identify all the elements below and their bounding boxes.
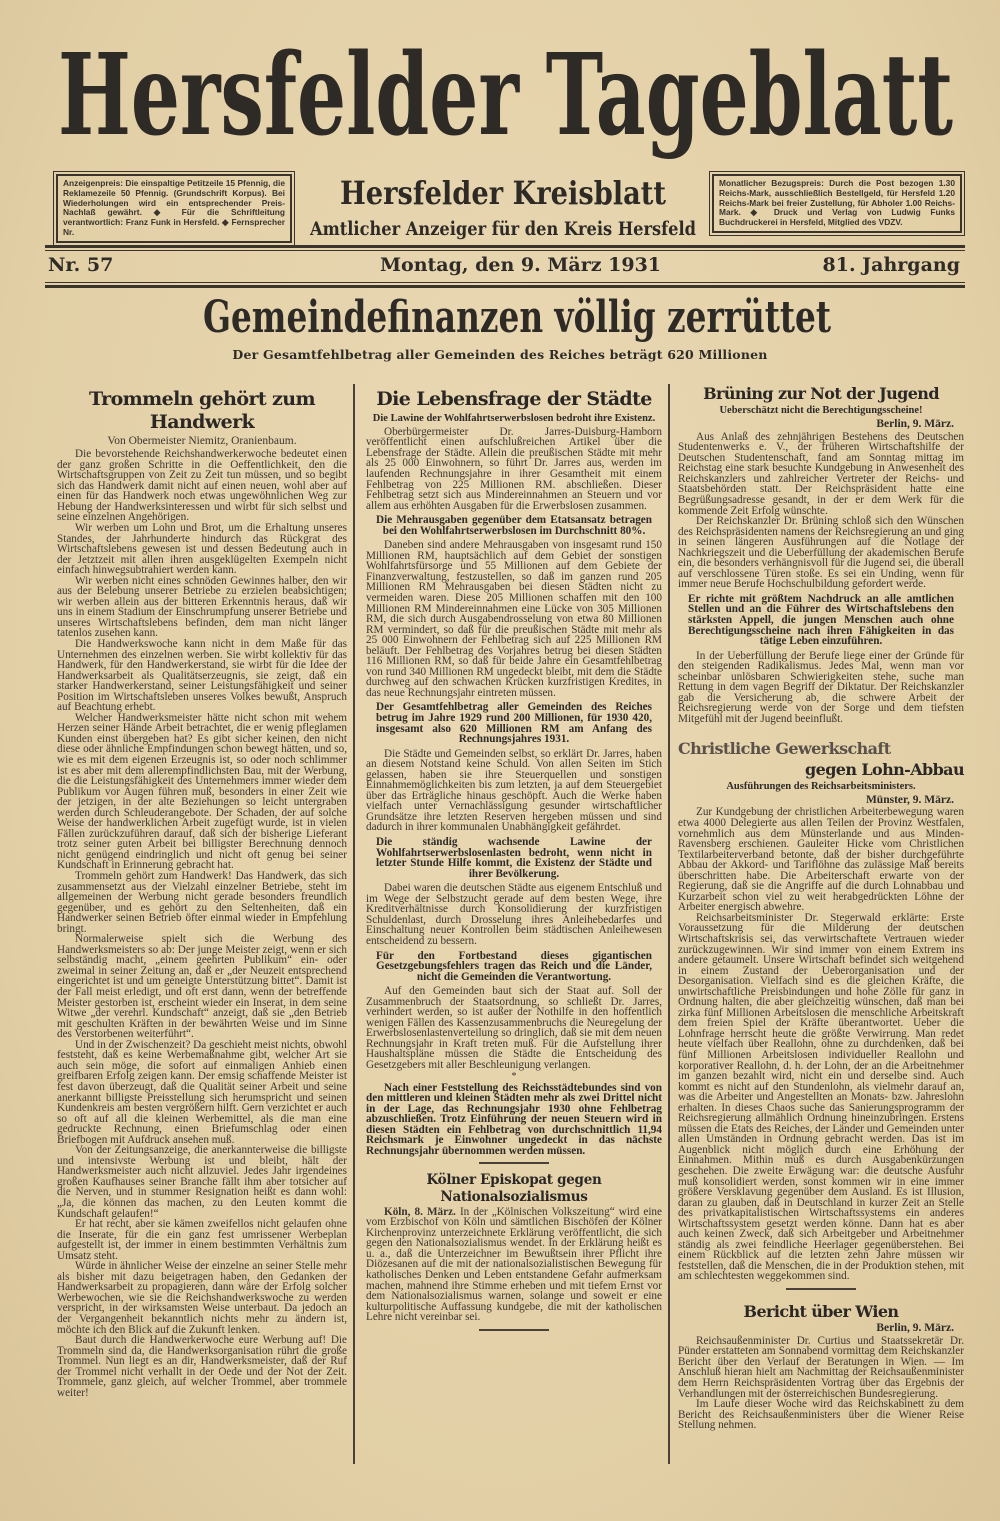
paragraph: Er richte mit größtem Nachdruck an alle amtlichen Stellen und an die Führer des Wirtschaftslebens den stärksten Appell, die jungen Menschen auch ohne Berechtigungsscheine nach ihren Fähigkeiten in das tätige Leben einzuführen. [688, 592, 954, 648]
masthead [0, 30, 1000, 164]
paragraph: Die Handwerkswoche kann nicht in dem Maße für das Unternehmen des einzelnen werben. Sie wirbt kollektiv für das Handwerk, für den Handwerkerstand, sie wirbt für die Idee der Handwerksarbeit als Qualitätserzeugnis, sie zeigt, daß ein starker Handwerkerstand, seiner Leistungsfähigkeit und seiner Position im Wirtschaftsleben unseres Volkes bewußt, Anspruch auf Beachtung erhebt. [57, 637, 347, 714]
issue-number: Nr. 57 [48, 254, 114, 276]
article-title: Bericht über Wien [743, 1302, 899, 1322]
top-rule [45, 245, 965, 248]
article-dateline: Münster, 9. März. [865, 793, 954, 806]
bottom-rule [45, 285, 965, 288]
column-divider [668, 384, 670, 1464]
paragraph: In der Ueberfüllung der Berufe liege einer der Gründe für den steigenden Radikalismus. Jedes Mal, wenn man vor scheinbar unlösbaren Schwierigkeiten stehe, suche man Rettung in dem vagen Begriff der Diktatur. Der Reichskanzler gab die Versicherung ab, die schwere Arbeit der Reichsregierung werde von der Sorge und dem tiefsten Mitgefühl mit der Jugend beeinflußt. [678, 649, 964, 725]
article-body [366, 427, 662, 1157]
subscription-box [712, 174, 962, 233]
bottom-rule-thin [45, 282, 965, 283]
top-rule-thin [45, 250, 965, 251]
paragraph: Trommeln gehört zum Handwerk! Das Handwerk, das sich zusammensetzt aus der Vielzahl einzelner Betriebe, steht im allgemeinen der Werbung nicht gerade besonders freundlich gegenüber, und es gehört zu den Seltenheiten, daß ein Handwerker seinen Betrieb öfter einmal wieder in Empfehlung bringt. [57, 870, 347, 935]
article-dateline: Köln, 8. März. [384, 1205, 456, 1218]
article-separator [786, 1288, 856, 1290]
article-byline: Von Obermeister Niemitz, Oranienbaum. [107, 434, 297, 447]
section-asterisk: * [511, 1070, 517, 1082]
paragraph: Würde in ähnlicher Weise der einzelne an seiner Stelle mehr als bisher mit dazu beigetragen haben, den Gedanken der Handwerksarbeit zu propagieren, dann wäre der Erfolg solcher Werbewochen, wie sie die Reichshandwerkswoche zu werden verspricht, in der wirksamsten Weise unterbaut. Da jedoch an der Vergangenheit bekanntlich nichts mehr zu ändern ist, möchte ich den Blick auf die Zukunft lenken. [57, 1260, 347, 1336]
paragraph: Die bevorstehende Reichshandwerkerwoche bedeutet einen der ganz großen Schritte in die Oeffentlichkeit, den die Wirtschaftsgruppen von Zeit zu Zeit tun müssen, und so begibt sich das Handwerk damit nicht auf einen neuen, wohl aber auf einen für das Handwerk noch etwas ungewöhnlichen Weg zur Hebung der Handwerksinteressen und wirbt für sich selbst und seine einzelnen Angehörigen. [57, 448, 347, 524]
paragraph: Welcher Handwerksmeister hätte nicht schon mit wehem Herzen seiner Hände Arbeit betrachtet, die er wenig pfleglamen Kunden einst übergeben hat? Es gibt sicher keinen, den nicht diese oder ähnliche Empfindungen schon bewegt hätten, und so, wie es mit dem eigenen Erzeugnis ist, so oder noch schlimmer ist es aber mit dem allerempfindlichsten Bau, mit der Werbung, die die Leistungsfähigkeit des Unternehmers immer wieder dem Publikum vor Augen führen muß, besonders in einer Zeit wie der jetzigen, in der alte Beziehungen so leicht untergraben werden durch Schleuderangebote. Der Schaden, der auf solche Weise der handwerklichen Arbeit zugefügt wurde, ist in vielen Fällen zurückzuführen darauf, daß sich der bisherige Lieferant trotz seiner guten Arbeit bei billigster Berechnung dennoch nicht genügend eindringlich und nicht oft genug bei seiner Kundschaft in Erinnerung gebracht hat. [57, 711, 347, 872]
paragraph: Reichsaußenminister Dr. Curtius und Staatssekretär Dr. Pünder erstatteten am Sonnabend vormittag dem Reichskanzler Bericht über den Verlauf der Beratungen in Wien. — Im Anschluß hieran hielt am Nachmittag der Reichsaußenminister dem Herrn Reichspräsidenten Vortrag über das Ergebnis der Verhandlungen mit der österreichischen Bundesregierung. [678, 1334, 964, 1400]
column-divider [353, 384, 355, 1464]
subheadline: Der Gesamtfehlbetrag aller Gemeinden des Reiches beträgt 620 Millionen [232, 347, 768, 362]
paragraph: Daneben sind andere Mehrausgaben von insgesamt rund 150 Millionen RM, hauptsächlich auf dem Gebiet der sonstigen Wohlfahrtsfürsorge und 55 Millionen auf dem Gebiete der Finanzverwaltung, festzustellen, so daß im ganzen rund 205 Millionen RM Mehrausgaben bei diesen Städten nicht zu vermeiden waren. Diese 205 Millionen schaffen mit den 100 Millionen RM Mindereinnahmen eine Lücke von 305 Millionen RM, die sich durch Ausgabendrosselung von etwa 80 Millionen RM vermindert, so daß für die preußischen Städte mit mehr als 25 000 Einwohnern der Fehlbetrag sich auf 225 Millionen RM beläuft. Der Fehlbetrag des Vorjahres betrug bei diesen Städten 116 Millionen RM, so daß für beide Jahre ein Gesamtfehlbetrag von rund 340 Millionen RM ungedeckt bleibt, mit dem die Städte durchweg auf den schwachen Krücken kurzfristigen Kredites, in das neue Rechnungsjahr eintreten müssen. [366, 539, 662, 699]
article-separator [479, 1162, 549, 1164]
paragraph: Der Gesamtfehlbetrag aller Gemeinden des Reiches betrug im Jahre 1929 rund 200 Millionen, für 1930 420, insgesamt also 620 Millionen RM am Anfang des Rechnungsjahres 1931. [376, 701, 652, 746]
article-body [57, 449, 347, 1398]
subscription-text: Monatlicher Bezugspreis: Durch die Post bezogen 1.30 Reichs-Mark, ausschließlich Bestellgeld, für Hersfeld 1.20 Reichs-Mark bei freier Zustellung, für Abholer 1.00 Reichs-Mark. ◆ Druck und Verlag von Ludwig Funks Buchdruckerei in Hersfeld, Mitglied des VDZV. [719, 178, 955, 228]
paragraph: Aus Anlaß des zehnjährigen Bestehens des Deutschen Studentenwerks e. V., der früheren Wirtschaftshilfe der Deutschen Studentenschaft, fand am Sonntag mittag im Reichstag eine stark besuchte Kundgebung in Anwesenheit des Reichskanzlers und zahlreicher Vertreter der Reichs- und Staatsbehörden statt. Der Reichspräsident hatte eine Begrüßungsadresse gesandt, in der er dem Werk für die kommende Zeit Erfolg wünschte. [678, 430, 964, 517]
article-dateline: Berlin, 9. März. [876, 418, 954, 431]
article-body [678, 432, 964, 725]
paragraph: Wir werben nicht eines schnöden Gewinnes halber, den wir aus der Belebung unserer Betriebe zu erzielen beabsichtigen; wir werben allein aus der bitteren Erkenntnis heraus, daß wir uns in einem Stadium der Einschrumpfung unserer Betriebe und unseres Wirtschaftslebens befinden, dem man nicht länger tatenlos zusehen kann. [57, 574, 347, 640]
kreisblatt-header [300, 172, 706, 244]
issue-line [48, 254, 960, 278]
paragraph: Von der Zeitungsanzeige, die anerkannterweise die billigste und intensivste Werbung ist und bleibt, hält der Handwerksmeister auch nicht allzuviel. Jedes Jahr irgendeines großen Kaufhauses seiner Branche fällt ihm aber totsicher auf die Nerven, und in stummer Resignation heißt es dann wohl: „Ja, die können das machen, zu den Leuten kommt die Kundschaft gelaufen!“ [57, 1144, 347, 1220]
article-title: Christliche Gewerkschaft [678, 738, 891, 758]
paragraph: Zur Kundgebung der christlichen Arbeiterbewegung waren etwa 4000 Delegierte aus allen Teilen der Provinz Westfalen, vornehmlich aus dem Münsterlande und aus Minden-Ravensberg erschienen. Gauleiter Hicke vom Christlichen Textilarbeiterverband betonte, daß der bisher durchgeführte Abbau der Akkord- und Tariflöhne das zulässige Maß bereits überschritten habe. Die Arbeiterschaft erwarte von der Regierung, daß sie die Angriffe auf die durch Lohnabbau und Kurzarbeit schon viel zu weit herabgedrückten Löhne der Arbeiter energisch abwehre. [678, 806, 964, 914]
masthead-title: Hersfelder Tageblatt [58, 30, 954, 161]
article-subtitle: Ueberschätzt nicht die Berechtigungsscheine! [719, 405, 923, 417]
paragraph: Für den Fortbestand dieses gigantischen Gesetzgebungsfehlers tragen das Reich und die Länder, nicht die Gemeinden die Verantwortung. [376, 949, 652, 983]
article-body [678, 807, 964, 1282]
paragraph: Wir werben um Lohn und Brot, um die Erhaltung unseres Standes, der Jahrhunderte hindurch das Rückgrat des Wirtschaftslebens gewesen ist und dessen Bedeutung auch in der Jetztzeit mit allen ihren ausgeklügelten Exempeln nicht einfach hinwegsubtrahiert werden kann. [57, 521, 347, 577]
paragraph: Die ständig wachsende Lawine der Wohlfahrtserwerbslosenlasten bedroht, wenn nicht in letzter Stunde Hilfe kommt, die Existenz der Städte und ihrer Bevölkerung. [376, 836, 652, 880]
paragraph: Er hat recht, aber sie kämen zweifellos nicht gelaufen ohne die Inserate, für die ein ganz fest umrissener Werbeplan aufgestellt ist, der immer in einem bestimmten Verhältnis zum Umsatz steht. [57, 1218, 347, 1262]
article-dateline: Berlin, 9. März. [876, 1322, 954, 1335]
paragraph: Nach einer Feststellung des Reichsstädtebundes sind von den mittleren und kleinen Städten mehr als zwei Drittel nicht in der Lage, das Rechnungsjahr 1930 ohne Fehlbetrag abzuschließen. Trotz Einführung der neuen Steuern wird in diesen Städten ein Fehlbetrag von durchschnittlich 11,94 Reichsmark je Einwohner ungedeckt in das nächste Rechnungsjahr übernommen werden müssen. [366, 1081, 662, 1157]
article-separator [479, 1329, 549, 1331]
paragraph: Der Reichskanzler Dr. Brüning schloß sich den Wünschen des Reichspräsidenten namens der Reichsregierung an und ging in seinen längeren Ausführungen auf die Notlage der Nachkriegszeit und die Ueberfüllung der akademischen Berufe ein, die besonders verhängnisvoll für die Jugend sei, die überall auf verschlossene Türen stoße. Es sei ein Unding, wenn für immer neue Berufe Hochschulbildung gefordert werde. [678, 515, 964, 591]
article-subtitle: Ausführungen des Reichsarbeitsministers. [726, 780, 916, 792]
paragraph: In der „Kölnischen Volkszeitung“ wird eine vom Erzbischof von Köln und sämtlichen Bischöfen der Kölner Kirchenprovinz unterzeichnete Erklärung veröffentlicht, die sich gegen den Nationalsozialismus wendet. In der Erklärung heißt es u. a., daß die Unterzeichner im Bewußtsein ihrer Pflicht ihre Diözesanen auf die mit der nationalsozialistischen Bewegung für katholisches Denken und Leben entstandene Gefahr aufmerksam machen, mahnend ihre Stimme erheben und mit tiefem Ernst vor dem Nationalsozialismus warnen, solange und soweit er eine kulturpolitische Auffassung kundgebe, die mit der katholischen Lehre nicht vereinbar sei. [366, 1205, 662, 1324]
paragraph: Auf den Gemeinden baut sich der Staat auf. Soll der Zusammenbruch der Staatsordnung, so schließt Dr. Jarres, verhindert werden, so ist außer der Nothilfe in den hoffentlich wenigen Fällen des Kassenzusammenbruchs die Neuregelung der Erwerbslosenlastenverteilung so dringlich, daß sie mit dem neuen Rechnungsjahr in Kraft treten muß. Für die Aufstellung ihrer Haushaltspläne müssen die Städte die Entscheidung des Gesetzgebers mit aller Beschleunigung verlangen. [366, 985, 662, 1071]
paragraph: Die Mehrausgaben gegenüber dem Etatsansatz betragen bei den Wohlfahrtserwerbslosen im Durchschnitt 80%. [376, 514, 652, 537]
headline-text: Gemeindefinanzen völlig zerrüttet [203, 292, 832, 343]
article-title: gegen Lohn-Abbau [805, 759, 964, 779]
paragraph: Dabei waren die deutschen Städte aus eigenem Entschluß und im Wege der Selbstzucht gerade auf dem besten Wege, ihre Kreditverhältnisse durch Konsolidierung der kurzfristigen Schuldenlast, durch Drosselung ihres Anleihebedarfes und Einschaltung neuer Kontrollen beim städtischen Anleihewesen entscheidend zu bessern. [366, 882, 662, 947]
paragraph: Und in der Zwischenzeit? Da geschieht meist nichts, obwohl feststeht, daß es keine Werbemaßnahme gibt, welcher Art sie auch sein möge, die sofort auf einmaligen Anhieb einen greifbaren Erfolg zeigen kann. Der emsig schaffende Meister ist fest davon überzeugt, daß die Qualität seiner Arbeit und seine anerkannt billigste Preisstellung sich herumspricht und seinen Kundenkreis am besten vergrößern hilft. Gern verzichtet er auch so oft auf all die kleinen Werbemittel, als die man eine gedruckte Rechnung, einen Briefumschlag oder einen Briefbogen mit Aufdruck ansehen muß. [57, 1038, 347, 1146]
main-headline [0, 290, 1000, 346]
paragraph: Im Laufe dieser Woche wird das Reichskabinett zu dem Bericht des Reichsaußenministers über die Wiener Reise Stellung nehmen. [678, 1398, 964, 1432]
article-subtitle: Die Lawine der Wohlfahrtserwerbslosen bedroht ihre Existenz. [372, 412, 656, 424]
column-3 [678, 384, 964, 1474]
paragraph: Baut durch die Handwerkerwoche eure Werbung auf! Die Trommeln sind da, die Handwerksorganisation rührt die große Trommel. Nun liegt es an dir, Handwerksmeister, daß der Ruf der Trommel nicht verhallt in der Oede und der Not der Zeit. Trommele, ganz gleich, auf welcher Trommel, aber trommele weiter! [57, 1334, 347, 1399]
article-title: Kölner Episkopat gegen Nationalsozialismus [426, 1172, 602, 1205]
paragraph: Oberbürgermeister Dr. Jarres-Duisburg-Hamborn veröffentlicht einen aufschlußreichen Artikel über die Lebensfrage der Städte. Allein die preußischen Städte mit mehr als 25 000 Einwohnern, so führt Dr. Jarres aus, werden im laufenden Rechnungsjahre in ihrer Gesamtheit mit einem Fehlbetrag von 225 Millionen RM. abschließen. Dieser Fehlbetrag setzt sich aus Mindereinnahmen an Steuern und vor allem aus erhöhten Ausgaben für die Erwerbslosen zusammen. [366, 425, 662, 512]
issue-volume: 81. Jahrgang [822, 254, 960, 276]
article-body [366, 1207, 662, 1323]
masthead-tagline: Amtlicher Anzeiger für den Kreis Hersfeld [309, 218, 696, 240]
paragraph: Reichsarbeitsminister Dr. Stegerwald erklärte: Erste Voraussetzung für die Milderung der deutschen Wirtschaftskrisis sei, das verwirtschaftete Vertrauen wieder zurückzugewinnen. Wir sind immer von einem Extrem ins andere getaumelt. Unsere Wirtschaft befindet sich weitgehend in einem Zustand der Ueberorganisation und der Desorganisation. Vielfach sind es die gleichen Kräfte, die unwirtschaftliche Preisbindungen und hohe Zölle für ganz in Ordnung halten, die aber gleichzeitig wünschen, daß man bei zirka fünf Millionen Arbeitslosen die menschliche Arbeitskraft dem freien Spiel der Kräfte überantwortet. Ueber die Lohnfrage herrscht heute die größte Verwirrung. Man redet heute vielfach über Reallohn, ohne zu durchdenken, daß bei fünf Millionen Arbeitslosen individueller Reallohn und korporativer Reallohn, d. h. der Lohn, der an die Arbeitnehmer im ganzen bezahlt wird, nicht ein und derselbe sind. Auch kommt es nicht auf den Stundenlohn, als vielmehr darauf an, was die Arbeiter und Angestellten an Monats- bzw. Jahreslohn erhalten. In dieses Chaos suche das Sanierungsprogramm der Reichsregierung allmählich Ordnung hineinzubringen. Erstens müssen die Etats des Reiches, der Länder und Gemeinden unter allen Umständen in Ordnung gebracht werden. Das ist im Augenblick nicht möglich durch eine Erhöhung der Einnahmen. Mithin muß es durch Ausgabenkürzungen geschehen. Die zweite Erwägung war: die deutsche Ausfuhr muß konsolidiert werden, sonst kommen wir in eine immer größere Versklavung gegenüber dem Ausland. Es ist Illusion, daran zu glauben, daß in Deutschland in kurzer Zeit an Stelle des privatkapitalistischen Wirtschaftssystems ein anderes Wirtschaftssystem gesetzt werden könne. Dann hat es aber auch keinen Zweck, daß sich Arbeitgeber und Arbeitnehmer ständig als zwei feindliche Heerlager gegenüberstehen. Bei einem Rückblick auf die letzten zehn Jahre müssen wir feststellen, daß die Menschen, die in der Produktion stehen, mit am schlechtesten weggekommen sind. [678, 911, 964, 1283]
article-title: Die Lebensfrage der Städte [376, 388, 652, 410]
article-body [678, 1336, 964, 1431]
masthead-subtitle: Hersfelder Kreisblatt [340, 174, 667, 212]
paragraph: Normalerweise spielt sich die Werbung des Handwerksmeisters so ab: Der junge Meister zeigt, wenn er sich selbständig macht, „einem geehrten Publikum“ ein- oder zweimal in seiner Zeitung an, daß er „der Neuzeit entsprechend eingerichtet ist und um geneigte Unterstützung bittet“. Damit ist der Fall meist erledigt, und oft erst dann, wenn der betreffende Meister gestorben ist, erscheint wieder ein Inserat, in dem seine Witwe „der verehrl. Kundschaft“ anzeigt, daß sie „den Betrieb mit geschulten Kräften in der bewährten Weise und im Sinne des Verstorbenen weiterführt“. [57, 933, 347, 1041]
article-title: Brüning zur Not der Jugend [703, 384, 939, 403]
article-title: Trommeln gehört zum Handwerk [89, 388, 315, 433]
advertising-rates-text: Anzeigenpreis: Die einspaltige Petitzeile 15 Pfennig, die Reklamezeile 50 Pfennig. (Grundschrift Korpus). Bei Wiederholungen wird ein entsprechender Preis-Nachlaß gewährt. ◆ Für die Schriftleitung verantwortlich: Franz Funk in Hersfeld. ◆ Fernsprecher Nr. [63, 178, 285, 237]
advertising-rates-box [56, 174, 292, 243]
issue-date: Montag, den 9. März 1931 [380, 254, 662, 276]
column-1 [57, 384, 347, 1474]
column-2 [366, 384, 662, 1474]
paragraph: Die Städte und Gemeinden selbst, so erklärt Dr. Jarres, haben an diesem Notstand keine Schuld. Von allen Seiten im Stich gelassen, haben sie ihre Steuerquellen und sonstigen Einnahmemöglichkeiten bis zum letzten, ja auf dem Steuergebiet über das Erträgliche hinaus geschöpft. Auch die Werke haben vielfach unter Vernachlässigung gesunder wirtschaftlicher Grundsätze ihre letzten Reserven hergeben müssen und sind dadurch in ihrer kommunalen Unabhängigkeit gefährdet. [366, 747, 662, 834]
